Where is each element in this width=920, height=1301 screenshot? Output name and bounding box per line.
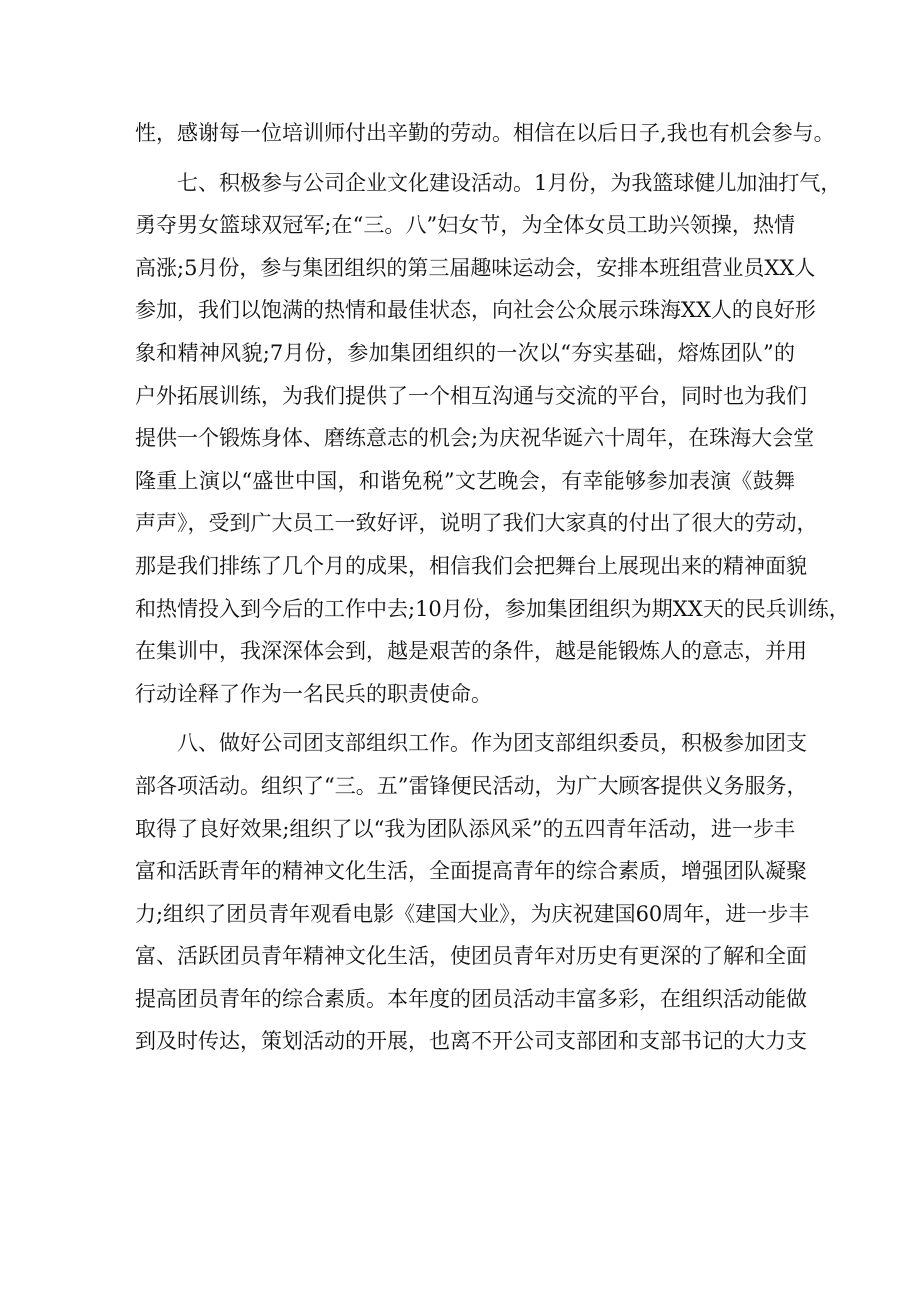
text-line: 富、活跃团员青年精神文化生活，使团员青年对历史有更深的了解和全面: [135, 944, 807, 969]
text-line: 力;组织了团员青年观看电影《建国大业》，为庆祝建国60周年，进一步丰: [135, 901, 810, 926]
text-line: 象和精神风貌;7月份，参加集团组织的一次以“夯实基础，熔炼团队”的: [135, 340, 795, 365]
text-line: 八、做好公司团支部组织工作。作为团支部组织委员，积极参加团支: [177, 731, 807, 756]
text-line: 七、积极参与公司企业文化建设活动。1月份，为我篮球健儿加油打气，: [177, 170, 842, 195]
text-line: 富和活跃青年的精神文化生活，全面提高青年的综合素质，增强团队凝聚: [135, 859, 807, 884]
paragraph-gap: [135, 155, 795, 162]
text-line: 隆重上演以“盛世中国，和谐免税”文艺晚会，有幸能够参加表演《鼓舞: [135, 468, 795, 493]
text-line: 性，感谢每一位培训师付出辛勤的劳动。相信在以后日子,我也有机会参与。: [135, 121, 835, 145]
text-line: 高涨;5月份，参与集团组织的第三届趣味运动会，安排本班组营业员XX人: [135, 255, 816, 280]
text-line: 提供一个锻炼身体、磨练意志的机会;为庆祝华诞六十周年，在珠海大会堂: [135, 426, 815, 451]
text-line: 取得了良好效果;组织了以“我为团队添风采”的五四青年活动，进一步丰: [135, 816, 795, 841]
text-line: 在集训中，我深深体会到，越是艰苦的条件，越是能锻炼人的意志，并用: [135, 639, 807, 664]
text-line: 参加，我们以饱满的热情和最佳状态，向社会公众展示珠海XX人的良好形: [135, 298, 816, 323]
text-line: 提高团员青年的综合素质。本年度的团员活动丰富多彩，在组织活动能做: [135, 986, 807, 1011]
text-line: 和热情投入到今后的工作中去;10月份，参加集团组织为期XX天的民兵训练，: [135, 596, 850, 621]
paragraph-gap: [135, 715, 795, 722]
text-line: 那是我们排练了几个月的成果，相信我们会把舞台上展现出来的精神面貌: [135, 553, 807, 578]
text-line: 部各项活动。组织了“三。五”雷锋便民活动，为广大顾客提供义务服务，: [135, 773, 808, 798]
text-line: 声声》，受到广大员工一致好评，说明了我们大家真的付出了很大的劳动，: [135, 511, 818, 536]
paragraph-section-eight: [135, 722, 810, 1063]
text-line: 勇夺男女篮球双冠军;在“三。八”妇女节，为全体女员工助兴领操，热情: [135, 213, 795, 238]
paragraph-continuation: [135, 112, 835, 155]
paragraph-section-seven: [135, 162, 850, 716]
text-line: 到及时传达，策划活动的开展，也离不开公司支部团和支部书记的大力支: [135, 1029, 807, 1054]
text-line: 户外拓展训练，为我们提供了一个相互沟通与交流的平台，同时也为我们: [135, 383, 807, 408]
text-line: 行动诠释了作为一名民兵的职责使命。: [135, 681, 492, 706]
document-body: [135, 112, 850, 1063]
